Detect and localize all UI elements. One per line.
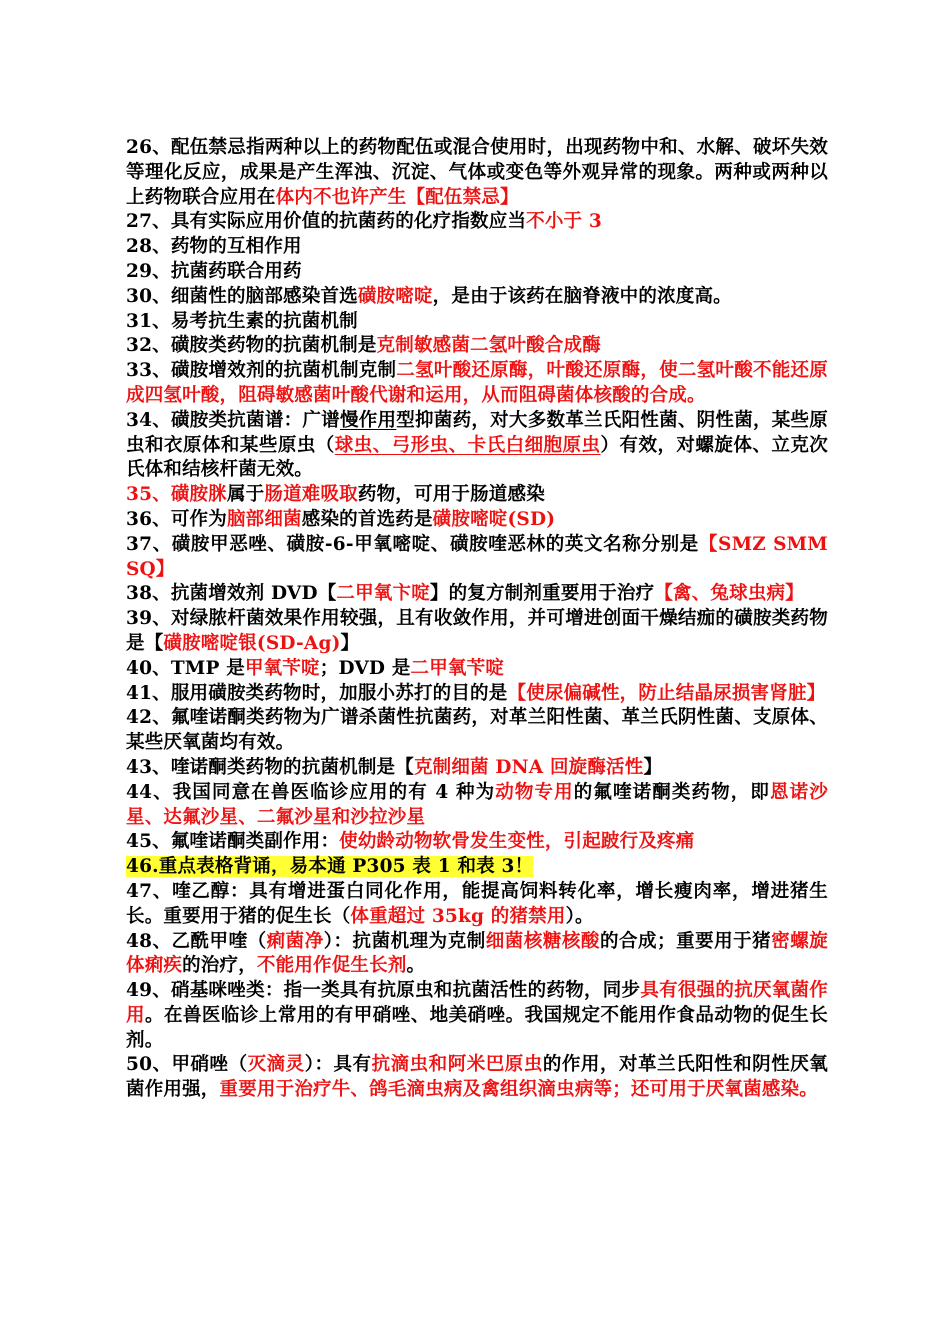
emphasis-text: 二氢叶酸还原酶，叶酸还原酶，使二氢叶酸不能还原成四氢叶酸，阻碍敏感菌叶酸代谢和运用，从而阻碍菌体核酸的合成。 bbox=[126, 360, 828, 406]
emphasis-text: 不能用作促生长剂 bbox=[256, 955, 407, 977]
list-item bbox=[126, 880, 828, 930]
list-item bbox=[126, 310, 828, 335]
emphasis-text: 【禽、兔球虫病】 bbox=[654, 583, 804, 605]
body-text: 38、抗菌增效剂 DVD【 bbox=[126, 583, 337, 605]
emphasis-text: 脑部细菌 bbox=[226, 508, 302, 530]
body-text: 45、氟喹诺酮类副作用： bbox=[126, 831, 340, 853]
body-text: 慢作用 bbox=[339, 409, 397, 431]
body-text: 。在兽医临诊上常用的有甲硝唑、地美硝唑。我国规定不能用作食品动物的促生长剂。 bbox=[126, 1004, 828, 1051]
emphasis-text: 35、 bbox=[126, 484, 171, 506]
list-item bbox=[126, 830, 828, 855]
emphasis-text: 痢菌净 bbox=[266, 930, 324, 952]
list-item bbox=[126, 682, 828, 707]
body-text: ）。 bbox=[565, 905, 594, 927]
list-item bbox=[126, 930, 828, 980]
body-text: 27、具有实际应用价值的抗菌药的化疗指数应当 bbox=[126, 211, 527, 233]
body-text: 40、TMP 是 bbox=[126, 657, 245, 679]
emphasis-text: 磺胺脒 bbox=[170, 484, 227, 506]
list-item bbox=[126, 210, 828, 235]
list-item bbox=[126, 483, 828, 508]
emphasis-text: 磺胺嘧啶(SD) bbox=[432, 508, 556, 530]
emphasis-text: 克制细菌 DNA 回旋酶活性 bbox=[413, 756, 644, 778]
emphasis-text: 磺胺嘧啶银(SD-Ag) bbox=[163, 632, 341, 654]
list-item bbox=[126, 1053, 828, 1103]
emphasis-text: 使幼龄动物软骨发生变性，引起跛行及疼痛 bbox=[339, 831, 695, 853]
body-text: 型抑菌药，对大多数革兰氏阳性菌、阴性菌，某些原虫和衣原体和某些原虫（ bbox=[126, 409, 828, 456]
list-item bbox=[126, 359, 828, 409]
emphasis-text: 密螺旋体痢疾 bbox=[126, 930, 828, 977]
body-text: 39、对绿脓杆菌效果作用较强，且有收敛作用，并可增进创面干燥结痂的磺胺类药物是【 bbox=[126, 608, 828, 654]
list-item bbox=[126, 260, 828, 285]
body-text: ；DVD 是 bbox=[319, 657, 411, 679]
body-text: 49、硝基咪唑类：指一类具有抗原虫和抗菌活性的药物，同步 bbox=[126, 980, 641, 1002]
emphasis-text: 灭滴灵 bbox=[247, 1054, 305, 1076]
emphasis-text: 二甲氧卞啶 bbox=[336, 583, 430, 605]
emphasis-text: 不小于 3 bbox=[526, 211, 602, 233]
body-text: 50、甲硝唑（ bbox=[126, 1054, 248, 1076]
document-body bbox=[126, 136, 828, 1103]
emphasis-text: 【SMZ SMM SQ】 bbox=[126, 533, 828, 580]
list-item bbox=[126, 607, 828, 657]
list-item bbox=[126, 855, 828, 880]
body-text: 。 bbox=[406, 955, 426, 977]
body-text: 44、我国同意在兽医临诊应用的有 4 种为 bbox=[126, 781, 496, 803]
list-item bbox=[126, 756, 828, 781]
body-text: 41、服用磺胺类药物时，加服小苏打的目的是 bbox=[126, 682, 508, 704]
list-item bbox=[126, 334, 828, 359]
body-text: ）：具有 bbox=[304, 1054, 372, 1076]
body-text: 的作用，对革兰氏阳性和阴性厌氧菌作用强， bbox=[126, 1054, 828, 1101]
emphasis-text: 二甲氧苄啶 bbox=[410, 657, 505, 679]
body-text: ，是由于该药在脑脊液中的浓度高。 bbox=[432, 285, 732, 307]
body-text: 29、抗菌药联合用药 bbox=[126, 260, 302, 282]
emphasis-text: 体内不也许产生【配伍禁忌】 bbox=[275, 186, 519, 208]
body-text: 的合成；重要用于猪 bbox=[599, 930, 772, 952]
body-text: 31、易考抗生素的抗菌机制 bbox=[126, 310, 358, 332]
emphasis-text: 磺胺嘧啶 bbox=[357, 285, 433, 307]
emphasis-text: 细菌核糖核酸 bbox=[485, 930, 600, 952]
body-text: 】的复方制剂重要用于治疗 bbox=[429, 583, 655, 605]
emphasis-text: 重要用于治疗牛、鸽毛滴虫病及禽组织滴虫病等；还可用于厌氧菌感染。 bbox=[219, 1079, 818, 1101]
body-text: 43、喹诺酮类药物的抗菌机制是【 bbox=[126, 756, 414, 778]
emphasis-text: 具有很强的抗厌氧菌作用 bbox=[126, 980, 828, 1026]
body-text: 37、磺胺甲恶唑、磺胺-6-甲氧嘧啶、磺胺喹恶林的英文名称分别是 bbox=[126, 533, 699, 555]
list-item bbox=[126, 533, 828, 583]
body-text: 的氟喹诺酮类药物，即 bbox=[573, 781, 771, 803]
body-text: 47、喹乙醇：具有增进蛋白同化作用，能提高饲料转化率，增长瘦肉率，增进猪生长。重要用于猪的促生长（ bbox=[126, 880, 828, 927]
list-item bbox=[126, 979, 828, 1053]
emphasis-text: 【使尿偏碱性，防止结晶尿损害肾脏】 bbox=[507, 682, 826, 704]
list-item bbox=[126, 657, 828, 682]
list-item bbox=[126, 508, 828, 533]
list-item bbox=[126, 582, 828, 607]
body-text: 30、细菌性的脑部感染首选 bbox=[126, 285, 358, 307]
list-item bbox=[126, 706, 828, 756]
body-text: 34、磺胺类抗菌谱：广谱 bbox=[126, 409, 340, 431]
list-item bbox=[126, 409, 828, 483]
body-text: 属于 bbox=[226, 484, 265, 506]
body-text: 】 bbox=[340, 632, 360, 654]
body-text: 42、氟喹诺酮类药物为广谱杀菌性抗菌药，对革兰阳性菌、革兰氏阴性菌、支原体、某些厌氧菌均有效。 bbox=[126, 707, 828, 754]
list-item bbox=[126, 235, 828, 260]
body-text: 33、磺胺增效剂的抗菌机制克制 bbox=[126, 360, 397, 382]
emphasis-text: 动物专用 bbox=[495, 781, 574, 803]
body-text: 感染的首选药是 bbox=[301, 508, 433, 530]
list-item bbox=[126, 781, 828, 831]
emphasis-text: 球虫、弓形虫、卡氏白细胞原虫 bbox=[334, 434, 601, 456]
body-text: 32、磺胺类药物的抗菌机制是 bbox=[126, 335, 377, 357]
emphasis-text: 恩诺沙星、达氟沙星、二氟沙星和沙拉沙星 bbox=[126, 781, 828, 828]
list-item bbox=[126, 136, 828, 210]
body-text: ）：抗菌机理为克制 bbox=[323, 930, 486, 952]
emphasis-text: 抗滴虫和阿米巴原虫 bbox=[371, 1054, 543, 1076]
body-text: 26、配伍禁忌指两种以上的药物配伍或混合使用时，出现药物中和、水解、破坏失效等理化反应，成果是产生浑浊、沉淀、气体或变色等外观异常的现象。两种或两种以上药物联合应用在 bbox=[126, 137, 828, 208]
body-text: 28、药物的互相作用 bbox=[126, 236, 302, 258]
emphasis-text: 肠道难吸取 bbox=[264, 484, 358, 506]
body-text: 48、乙酰甲喹（ bbox=[126, 930, 267, 952]
body-text: 】 bbox=[643, 756, 663, 778]
emphasis-text: 克制敏感菌二氢叶酸合成酶 bbox=[376, 335, 601, 357]
highlighted-text: 46.重点表格背诵，易本通 P305 表 1 和表 3！ bbox=[126, 856, 534, 878]
emphasis-text: 体重超过 35kg 的猪禁用 bbox=[350, 905, 566, 927]
list-item bbox=[126, 285, 828, 310]
body-text: ）有效，对螺旋体、立克次氏体和结核杆菌无效。 bbox=[126, 434, 828, 481]
body-text: 的治疗， bbox=[182, 955, 257, 977]
body-text: 36、可作为 bbox=[126, 508, 227, 530]
body-text: 药物，可用于肠道感染 bbox=[357, 484, 545, 506]
emphasis-text: 甲氧苄啶 bbox=[244, 657, 320, 679]
